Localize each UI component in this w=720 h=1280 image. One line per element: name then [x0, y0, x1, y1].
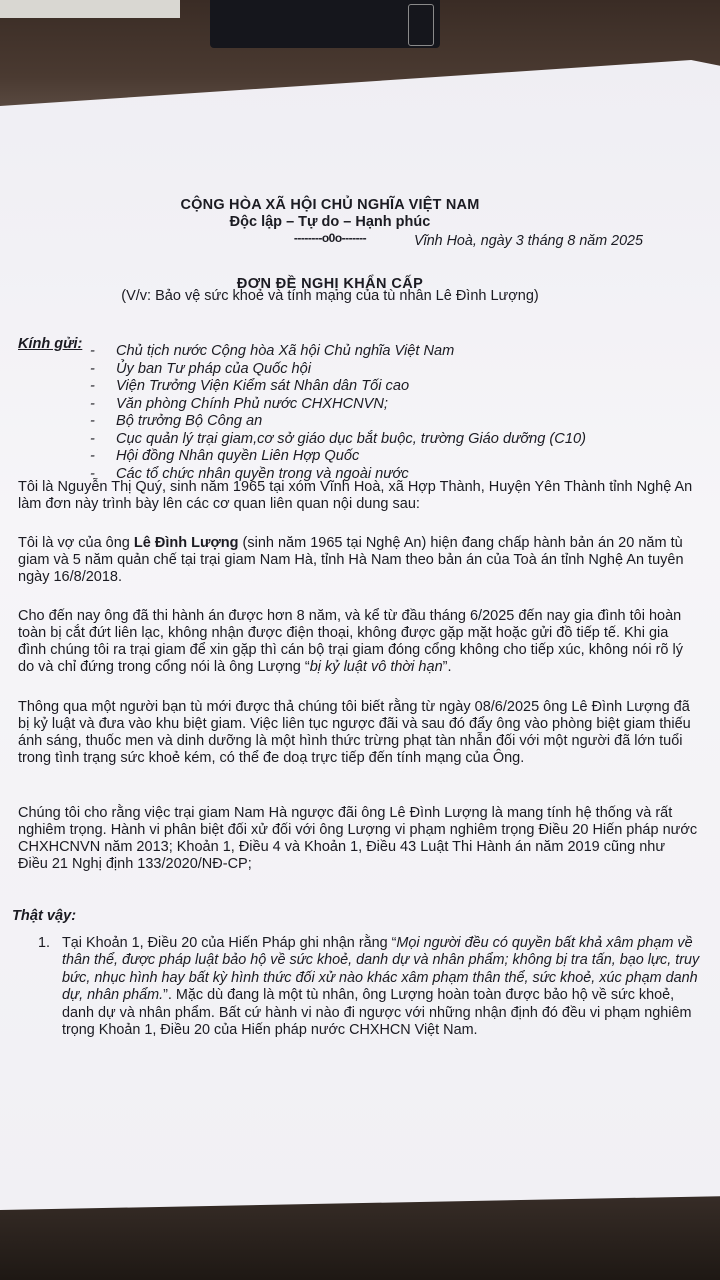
recipients-label: Kính gửi: — [18, 336, 83, 352]
paragraph-relationship — [18, 535, 698, 586]
national-title: CỘNG HÒA XÃ HỘI CHỦ NGHĨA VIỆT NAM — [180, 197, 480, 213]
recipient-item: - Hội đồng Nhân quyền Liên Hợp Quốc — [90, 448, 586, 466]
paragraph-intro: Tôi là Nguyễn Thị Quý, sinh năm 1965 tại xóm Vĩnh Hoà, xã Hợp Thành, Huyện Yên Thành tỉnh Nghệ An làm đơn này trình bày lên các cơ quan liên quan nội dung sau: — [18, 479, 693, 512]
recipients-list — [90, 343, 586, 483]
prisoner-name: Lê Đình Lượng — [133, 535, 239, 551]
paragraph-text: Cho đến nay ông đã thi hành án được hơn 8 năm, và kể từ đầu tháng 6/2025 đến nay gia đình tôi hoàn toàn bị cắt đứt liên lạc, không nhận được điện thoại, không được gặp mặt hoặc gửi đồ tiếp tế. Khi gia đình chúng tôi ra trại giam để xin gặp thì cán bộ trại giam đóng cổng không cho tiếp xúc, không nói rõ lý do và chỉ đứng trong cổng nói là ông Lượng “ — [18, 608, 683, 675]
paragraph-violation: Chúng tôi cho rằng việc trại giam Nam Hà ngược đãi ông Lê Đình Lượng là mang tính hệ thống và rất nghiêm trọng. Hành vi phân biệt đối xử đối với ông Lượng vi phạm nghiêm trọng Điều 20 Hiến pháp nước CHXHCNVN năm 2013; Khoản 1, Điều 4 và Khoản 1, Điều 43 Luật Thi Hành án năm 2019 cũng như Điều 21 Nghị định 133/2020/NĐ-CP; — [18, 805, 698, 872]
recipient-item: - Các tổ chức nhân quyền trong và ngoài nước — [90, 466, 586, 484]
document-title: ĐƠN ĐỀ NGHỊ KHẨN CẤP — [236, 276, 424, 292]
document-subject: (V/v: Bảo vệ sức khoẻ và tính mạng của tù nhân Lê Đình Lượng) — [121, 288, 539, 304]
item-text: Tại Khoản 1, Điều 20 của Hiến Pháp ghi nhận rằng “ — [62, 935, 397, 951]
paragraph-contact-cut — [18, 608, 698, 676]
item-number: 1. — [38, 935, 51, 951]
recipient-item: - Ủy ban Tư pháp của Quốc hội — [90, 361, 586, 379]
quote-text: bị kỷ luật vô thời hạn — [309, 659, 443, 675]
recipient-item: - Viện Trưởng Viện Kiểm sát Nhân dân Tối cao — [90, 378, 586, 396]
separator: --------o0o------- — [293, 231, 367, 245]
dateline: Vĩnh Hoà, ngày 3 tháng 8 năm 2025 — [414, 233, 643, 249]
constitution-quote: Mọi người đều có quyền bất khả xâm phạm về thân thể, được pháp luật bảo hộ về sức khoẻ, danh dự và nhân phẩm; không bị tra tấn, bạo lực, truy bức, nhục hình hay bất kỳ hình thức đối xử nào khác xâm phạm thân thể, sức khoẻ, xúc phạm danh dự, nhân phẩm. — [62, 935, 700, 1004]
motto: Độc lập – Tự do – Hạnh phúc — [229, 214, 431, 230]
paragraph-text: Tôi là vợ của ông — [18, 535, 134, 551]
section-heading: Thật vậy: — [12, 908, 77, 924]
recipient-item: - Văn phòng Chính Phủ nước CHXHCNVN; — [90, 396, 586, 414]
recipient-item: - Bộ trưởng Bộ Công an — [90, 413, 586, 431]
item-text: ”. Mặc dù đang là một tù nhân, ông Lượng hoàn toàn được bảo hộ về sức khoẻ, danh dự và nhân phẩm. Bất cứ hành vi nào đi ngược với những nhận định đó đều vi phạm nghiêm trọng Khoản 1, Điều 20 của Hiến pháp nước CHXHCN Việt Nam. — [62, 987, 692, 1039]
paragraph-isolation: Thông qua một người bạn tù mới được thả chúng tôi biết rằng từ ngày 08/6/2025 ông Lê Đình Lượng đã bị kỷ luật và đưa vào khu biệt giam. Việc liên tục ngược đãi và sau đó đẩy ông vào phòng biệt giam thiếu ánh sáng, thuốc men và dinh dưỡng là một hình thức trừng phạt tàn nhẫn đối với một người đã lớn tuổi trong tình trạng sức khoẻ kém, có thể đe doạ trực tiếp đến tính mạng của Ông. — [18, 699, 691, 766]
recipient-item: - Cục quản lý trại giam,cơ sở giáo dục bắt buộc, trường Giáo dưỡng (C10) — [90, 431, 586, 449]
item-body — [62, 935, 702, 1039]
recipient-item: - Chủ tịch nước Cộng hòa Xã hội Chủ nghĩa Việt Nam — [90, 343, 586, 361]
paragraph-text: ”. — [442, 659, 452, 675]
paragraph-text: (sinh năm 1965 tại Nghệ An) hiện đang chấp hành bản án 20 năm tù giam và 5 năm quản chế tại trại giam Nam Hà, tỉnh Hà Nam theo bản án của Toà án tỉnh Nghệ An tuyên ngày 16/8/2018. — [18, 535, 684, 585]
